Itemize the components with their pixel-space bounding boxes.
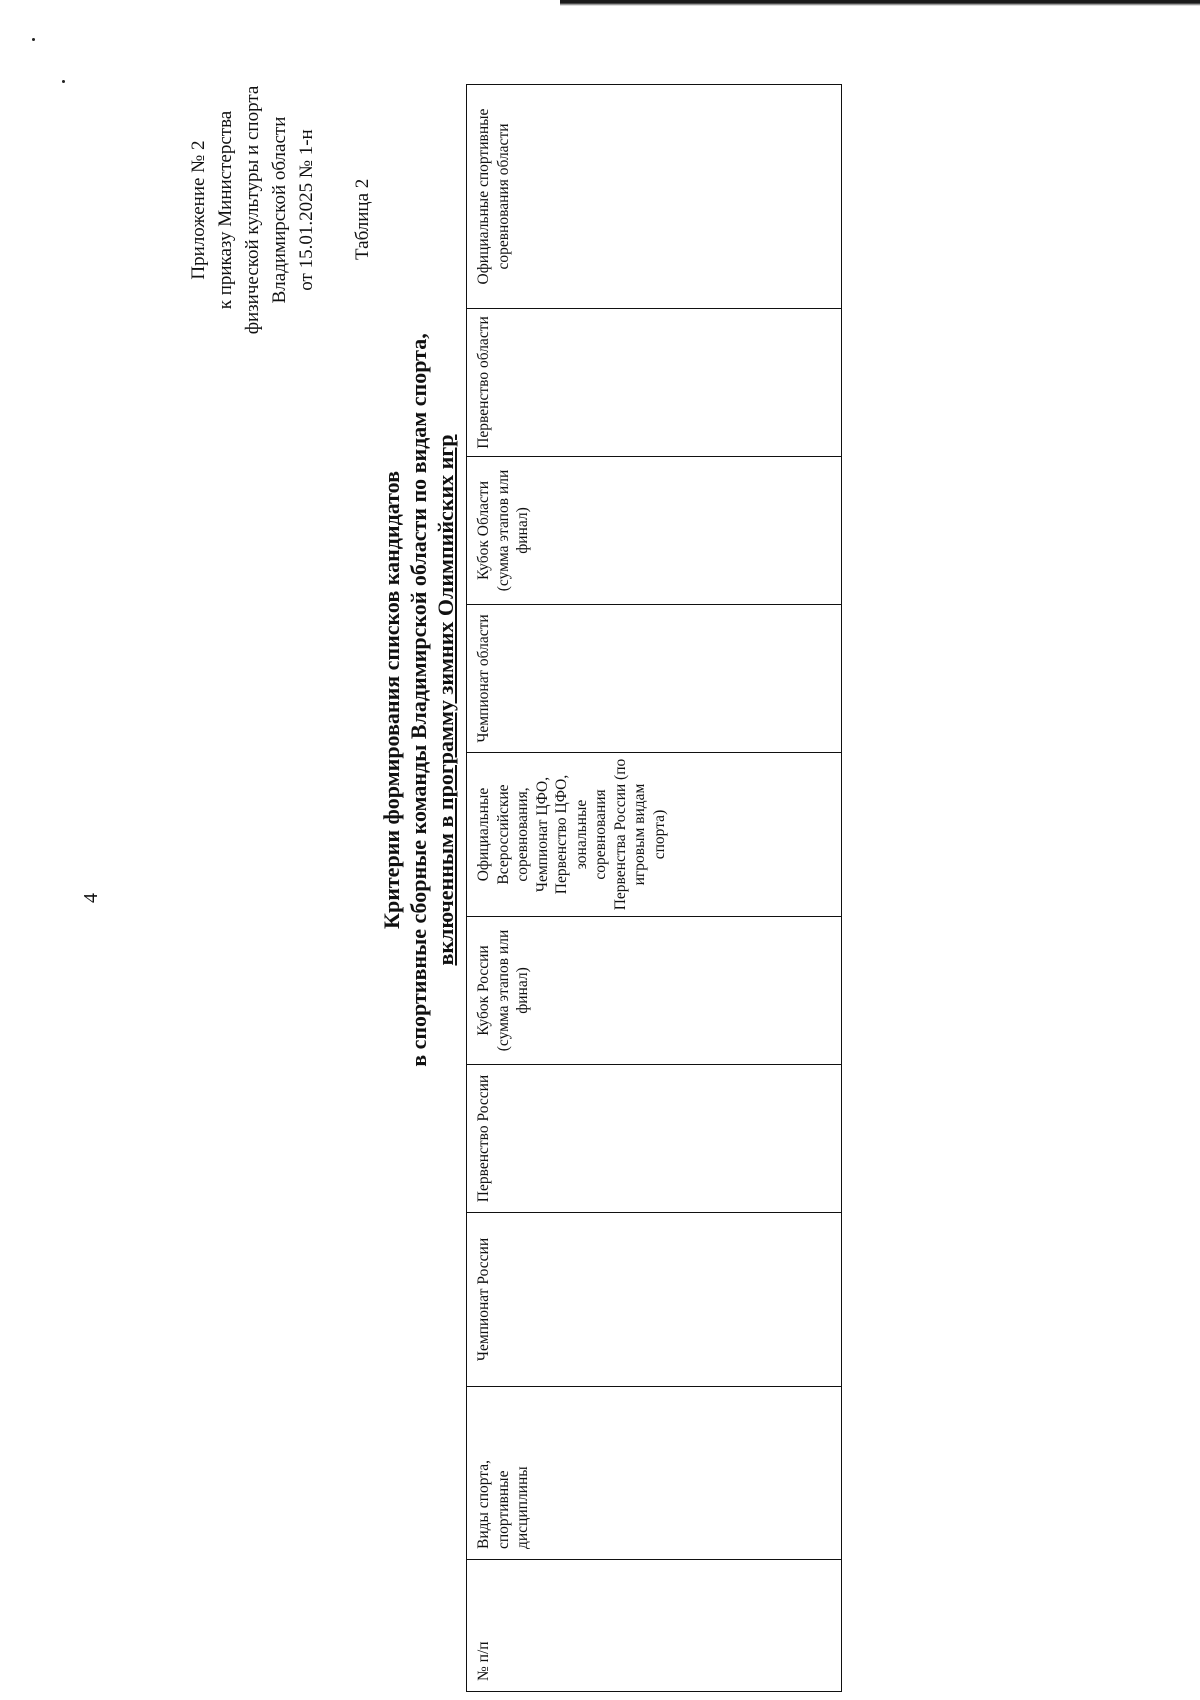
appendix-block [185, 20, 320, 400]
header-cell-russia-championship: Чемпионат России [467, 1213, 842, 1387]
appendix-line: Приложение № 2 [188, 140, 209, 280]
appendix-line: физической культуры и спорта [242, 85, 263, 335]
appendix-line: Владимирской области [269, 116, 290, 304]
header-cell-region-championship: Чемпионат области [467, 605, 842, 753]
criteria-table [466, 84, 842, 1692]
appendix-line: к приказу Министерства [215, 110, 236, 310]
page-number: 4 [80, 893, 102, 903]
title-line: Критерии формирования списков кандидатов [379, 471, 404, 929]
header-cell-region-cup: Кубок Области (сумма этапов или финал) [467, 457, 842, 605]
header-cell-number: № п/п [467, 1560, 842, 1692]
title-line: в спортивные сборные команды Владимирской области по видам спорта, [406, 333, 431, 1067]
appendix-line: от 15.01.2025 № 1-н [296, 129, 317, 291]
table-label: Таблица 2 [352, 178, 373, 260]
header-cell-russia-cup: Кубок России (сумма этапов или финал) [467, 917, 842, 1065]
table-header-row [467, 85, 842, 1692]
header-cell-official-competitions: Официальные Всероссийские соревнования, Чемпионат ЦФО, Первенство ЦФО, зональные соревнования Первенства России (по игровым видам спорта) [467, 753, 842, 917]
header-cell-sports: Виды спорта, спортивные дисциплины [467, 1387, 842, 1560]
header-cell-region-youth-championship: Первенство области [467, 309, 842, 457]
header-cell-russia-youth-championship: Первенство России [467, 1065, 842, 1213]
document-title [378, 0, 459, 1400]
header-cell-region-official-competitions: Официальные спортивные соревнования области [467, 85, 842, 309]
title-line: включенным в программу зимних Олимпийских игр [433, 434, 458, 966]
